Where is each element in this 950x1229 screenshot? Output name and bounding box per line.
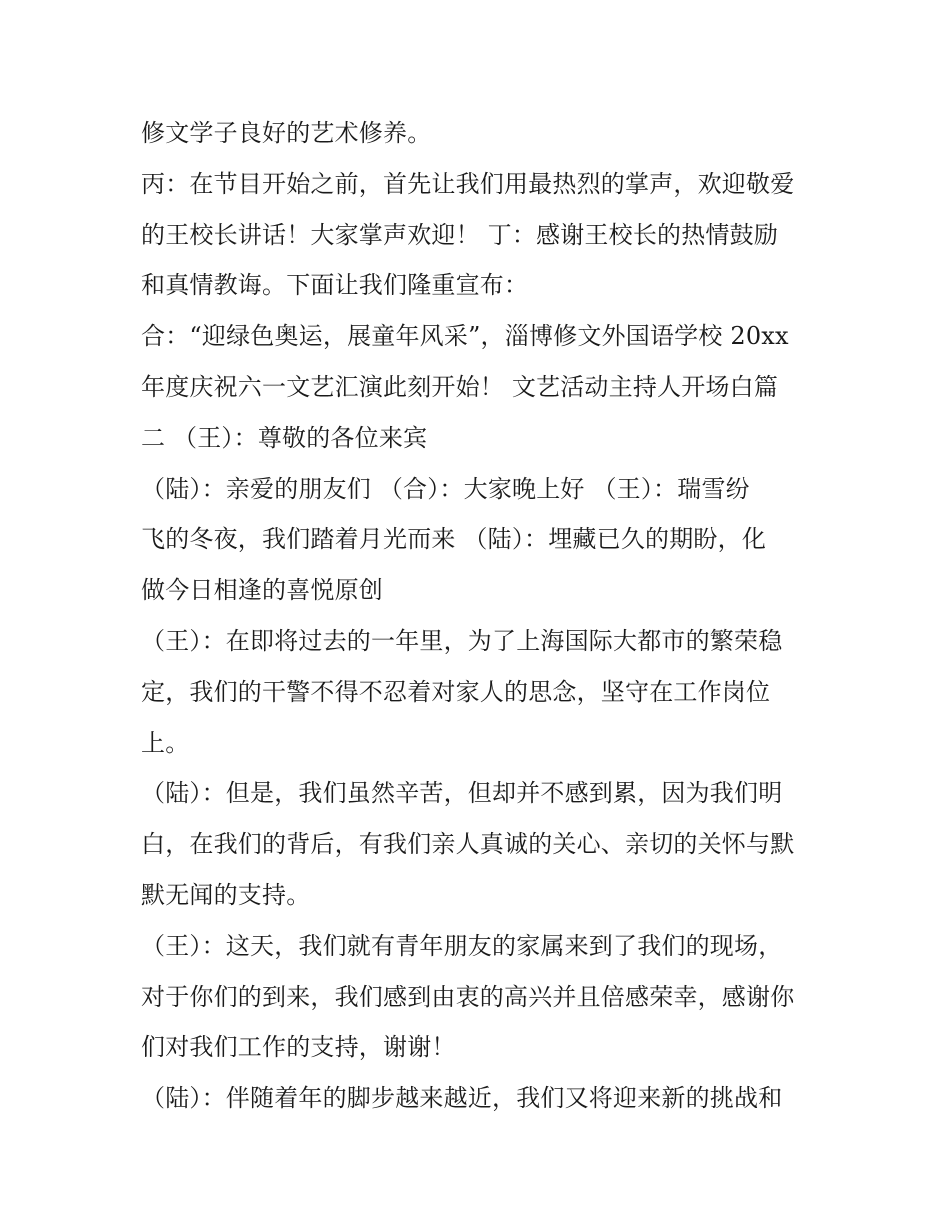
text-line: 上。 <box>141 728 190 757</box>
text-line: 对于你们的到来，我们感到由衷的高兴并且倍感荣幸，感谢你 <box>141 982 795 1011</box>
text-line: 修文学子良好的艺术修养。 <box>141 119 432 147</box>
text-line: 定，我们的干警不得不忍着对家人的思念，坚守在工作岗位 <box>141 677 771 706</box>
text-line: 们对我们工作的支持，谢谢！ <box>141 1033 456 1062</box>
text-line: 和真情教诲。下面让我们隆重宣布： <box>141 271 529 300</box>
text-line: （王）：这天，我们就有青年朋友的家属来到了我们的现场， <box>141 931 783 960</box>
text-line: 飞的冬夜，我们踏着月光而来 （陆）：埋藏已久的期盼，化 <box>141 525 767 554</box>
text-line: （陆）：伴随着年的脚步越来越近，我们又将迎来新的挑战和 <box>141 1084 783 1113</box>
text-line: 二 （王）：尊敬的各位来宾 <box>141 423 428 452</box>
body-text <box>141 108 821 1124</box>
text-line: （陆）：亲爱的朋友们 （合）：大家晚上好 （王）：瑞雪纷 <box>141 474 750 503</box>
text-line: 白，在我们的背后，有我们亲人真诚的关心、亲切的关怀与默 <box>141 830 795 859</box>
text-line: 丙：在节目开始之前，首先让我们用最热烈的掌声，欢迎敬爱 <box>141 169 795 198</box>
text-line: 做今日相逢的喜悦原创 <box>141 576 383 605</box>
text-line: （陆）：但是，我们虽然辛苦，但却并不感到累，因为我们明 <box>141 779 783 808</box>
text-line: 的王校长讲话！大家掌声欢迎！ 丁：感谢王校长的热情鼓励 <box>141 220 779 249</box>
text-line: 合：“迎绿色奥运，展童年风采”，淄博修文外国语学校 20xx <box>141 322 789 351</box>
text-line: 年度庆祝六一文艺汇演此刻开始！ 文艺活动主持人开场白篇 <box>141 372 779 401</box>
text-line: （王）：在即将过去的一年里，为了上海国际大都市的繁荣稳 <box>141 626 783 655</box>
text-line: 默无闻的支持。 <box>141 880 311 909</box>
